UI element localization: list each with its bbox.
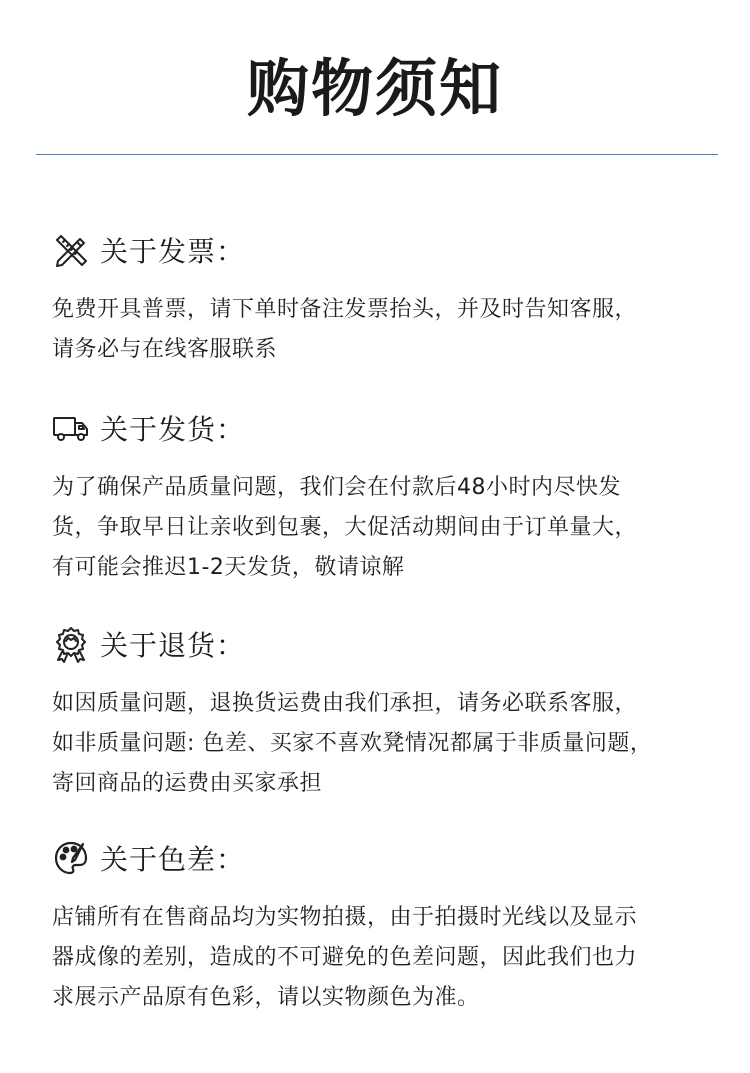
body-line: 免费开具普票，请下单时备注发票抬头，并及时告知客服，	[52, 297, 638, 322]
body-line: 请务必与在线客服联系	[52, 337, 278, 362]
body-line: 寄回商品的运费由买家承担	[52, 771, 323, 796]
quality-badge-icon	[52, 625, 90, 663]
body-line: 如因质量问题，退换货运费由我们承担，请务必联系客服，	[52, 691, 638, 716]
body-line: 如非质量问题: 色差、买家不喜欢凳情况都属于非质量问题，	[52, 731, 653, 756]
section-body	[52, 290, 712, 370]
section-returns	[52, 624, 712, 804]
section-body	[52, 898, 712, 1018]
section-body	[52, 468, 712, 588]
body-line: 求展示产品原有色彩，请以实物颜色为准。	[52, 985, 480, 1010]
section-header	[52, 408, 712, 448]
body-line: 为了确保产品质量问题，我们会在付款后48小时内尽快发	[52, 475, 621, 500]
title-divider	[36, 154, 718, 155]
body-line: 有可能会推迟1-2天发货，敬请谅解	[52, 555, 405, 580]
section-shipping	[52, 408, 712, 588]
body-line: 店铺所有在售商品均为实物拍摄，由于拍摄时光线以及显示	[52, 905, 638, 930]
section-invoice	[52, 230, 712, 370]
section-heading: 关于色差：	[100, 843, 246, 876]
section-heading: 关于退货：	[100, 629, 246, 662]
section-heading: 关于发票：	[100, 235, 246, 268]
section-body	[52, 684, 712, 804]
section-header	[52, 838, 712, 878]
color-palette-icon	[52, 839, 90, 877]
body-line: 器成像的差别，造成的不可避免的色差问题，因此我们也力	[52, 945, 638, 970]
pencil-ruler-icon	[52, 231, 90, 269]
body-line: 货，争取早日让亲收到包裹，大促活动期间由于订单量大，	[52, 515, 638, 540]
section-header	[52, 624, 712, 664]
page-title: 购物须知	[246, 52, 503, 125]
section-heading: 关于发货：	[100, 413, 246, 446]
section-header	[52, 230, 712, 270]
section-color-difference	[52, 838, 712, 1018]
delivery-truck-icon	[52, 409, 90, 447]
